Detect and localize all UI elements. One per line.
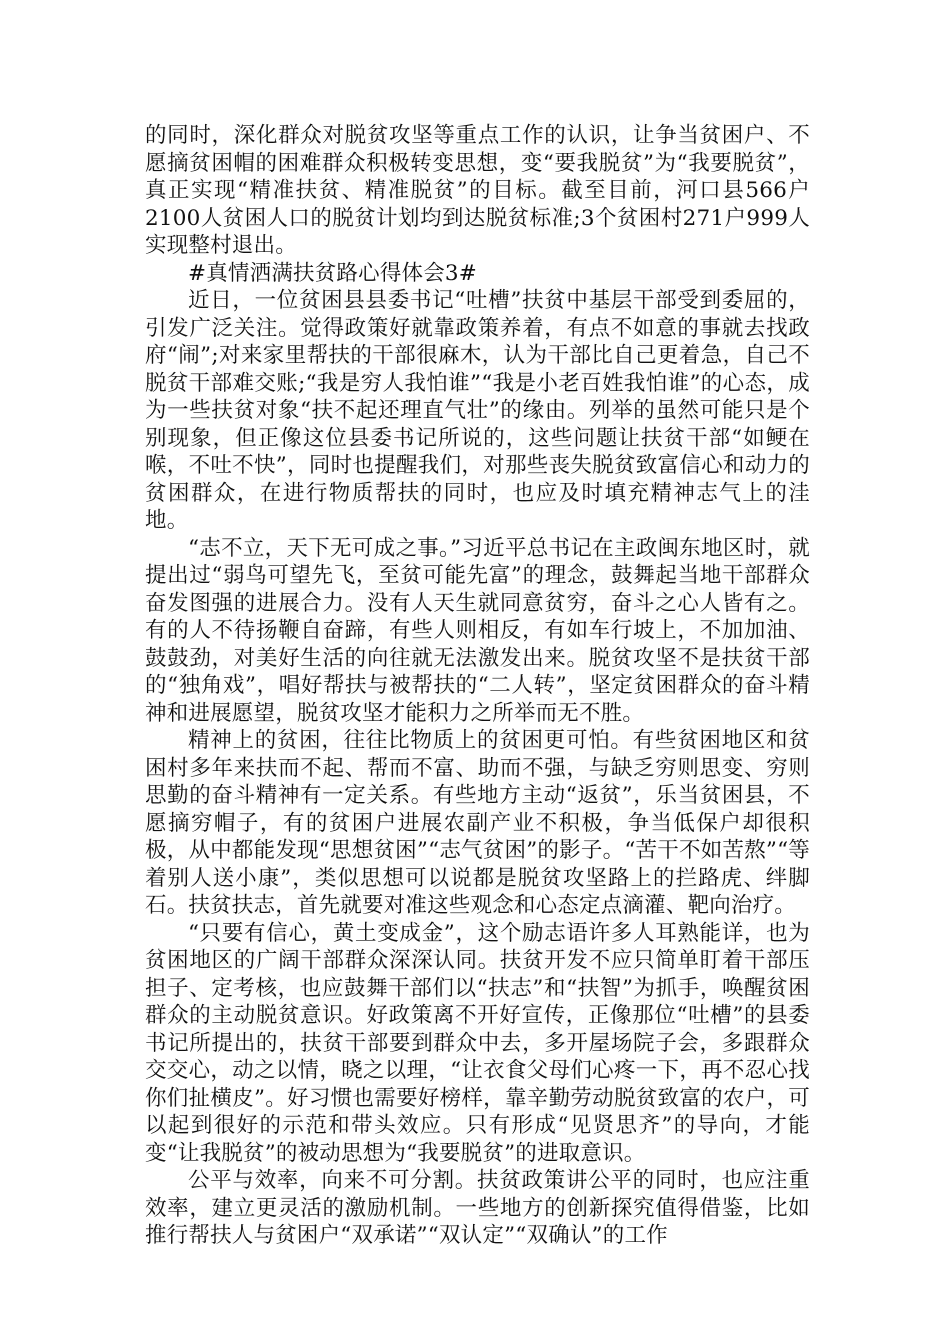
paragraph: 公平与效率，向来不可分割。扶贫政策讲公平的同时，也应注重效率，建立更灵活的激励机制。一些地方的创新探究值得借鉴，比如推行帮扶人与贫困户“双承诺”“双认定”“双确认”的工作: [145, 1168, 810, 1248]
document-body: [145, 122, 810, 1250]
paragraph: “只要有信心，黄土变成金”，这个励志语许多人耳熟能详，也为贫困地区的广阔干部群众深深认同。扶贫开发不应只简单盯着干部压担子、定考核，也应鼓舞干部们以“扶志”和“扶智”为抓手，唤醒贫困群众的主动脱贫意识。好政策离不开好宣传，正像那位“吐槽”的县委书记所提出的，扶贫干部要到群众中去，多开屋场院子会，多跟群众交交心，动之以情，晓之以理，“让衣食父母们心疼一下，再不忍心找你们扯横皮”。好习惯也需要好榜样，靠辛勤劳动脱贫致富的农户，可以起到很好的示范和带头效应。只有形成“见贤思齐”的导向，才能变“让我脱贫”的被动思想为“我要脱贫”的进取意识。: [145, 920, 810, 1166]
section-heading: #真情洒满扶贫路心得体会3#: [188, 260, 478, 286]
paragraph: “志不立，天下无可成之事。”习近平总书记在主政闽东地区时，就提出过“弱鸟可望先飞，至贫可能先富”的理念，鼓舞起当地干部群众奋发图强的进展合力。没有人天生就同意贫穷，奋斗之心人皆有之。有的人不待扬鞭自奋蹄，有些人则相反，有如车行坡上，不加加油、鼓鼓劲，对美好生活的向往就无法激发出来。脱贫攻坚不是扶贫干部的“独角戏”，唱好帮扶与被帮扶的“二人转”，坚定贫困群众的奋斗精神和进展愿望，脱贫攻坚才能积力之所举而无不胜。: [145, 535, 810, 726]
paragraph: 近日，一位贫困县县委书记“吐槽”扶贫中基层干部受到委屈的，引发广泛关注。觉得政策好就靠政策养着，有点不如意的事就去找政府“闹”;对来家里帮扶的干部很麻木，认为干部比自己更着急，自己不脱贫干部难交账;“我是穷人我怕谁”“我是小老百姓我怕谁”的心态，成为一些扶贫对象“扶不起还理直气壮”的缘由。列举的虽然可能只是个别现象，但正像这位县委书记所说的，这些问题让扶贫干部“如鲠在喉，不吐不快”，同时也提醒我们，对那些丧失脱贫致富信心和动力的贫困群众，在进行物质帮扶的同时，也应及时填充精神志气上的洼地。: [145, 288, 810, 533]
paragraph-continuation: 的同时，深化群众对脱贫攻坚等重点工作的认识，让争当贫困户、不愿摘贫困帽的困难群众积极转变思想，变“要我脱贫”为“我要脱贫”，真正实现“精准扶贫、精准脱贫”的目标。截至目前，河口县566户2100人贫困人口的脱贫计划均到达脱贫标准;3个贫困村271户999人实现整村退出。: [145, 123, 810, 258]
paragraph: 精神上的贫困，往往比物质上的贫困更可怕。有些贫困地区和贫困村多年来扶而不起、帮而不富、助而不强，与缺乏穷则思变、穷则思勤的奋斗精神有一定关系。有些地方主动“返贫”，乐当贫困县，不愿摘穷帽子，有的贫困户进展农副产业不积极，争当低保户却很积极，从中都能发现“思想贫困”“志气贫困”的影子。“苦干不如苦熬”“等着别人送小康”，类似思想可以说都是脱贫攻坚路上的拦路虎、绊脚石。扶贫扶志，首先就要对准这些观念和心态定点滴灌、靶向治疗。: [145, 728, 810, 918]
